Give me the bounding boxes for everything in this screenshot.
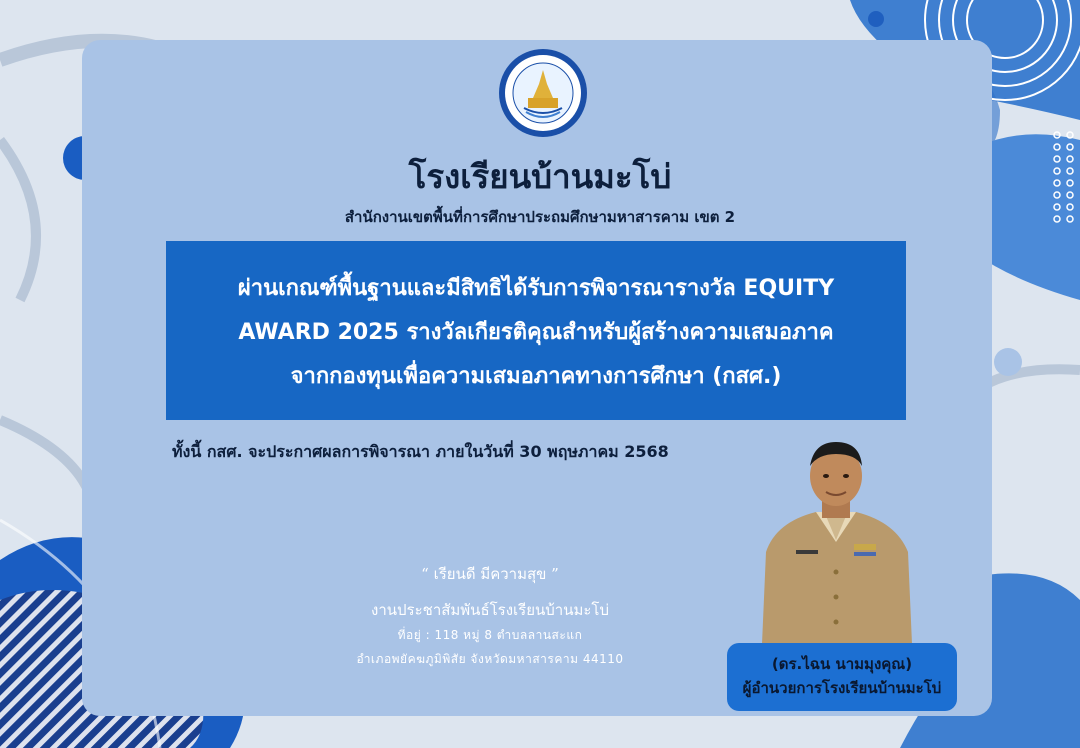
school-name: โรงเรียนบ้านมะโบ่ <box>408 157 672 196</box>
banner-line-1: ผ่านเกณฑ์พื้นฐานและมีสิทธิได้รับการพิจารณารางวัล EQUITY <box>237 276 835 301</box>
director-photo <box>756 432 916 644</box>
award-banner <box>166 241 906 420</box>
director-nameplate <box>727 643 957 711</box>
address-line-1: ที่อยู่ : 118 หมู่ 8 ตำบลลานสะแก <box>397 628 583 642</box>
address-line-2: อำเภอพยัคฆภูมิพิสัย จังหวัดมหาสารคาม 44110 <box>356 652 624 666</box>
director-name: (ดร.ไฉน นามมุงคุณ) <box>771 655 913 673</box>
pr-department: งานประชาสัมพันธ์โรงเรียนบ้านมะโบ่ <box>371 601 609 619</box>
school-logo <box>498 48 588 138</box>
director-position: ผู้อำนวยการโรงเรียนบ้านมะโบ่ <box>742 679 942 697</box>
school-motto: “ เรียนดี มีความสุข ” <box>421 565 559 583</box>
education-office: สำนักงานเขตพื้นที่การศึกษาประถมศึกษามหาสารคาม เขต 2 <box>344 208 736 226</box>
banner-line-2: AWARD 2025 รางวัลเกียรติคุณสำหรับผู้สร้างความเสมอภาค <box>238 320 834 345</box>
announcement-text: ทั้งนี้ กสศ. จะประกาศผลการพิจารณา ภายในวันที่ 30 พฤษภาคม 2568 <box>172 442 669 461</box>
banner-line-3: จากกองทุนเพื่อความเสมอภาคทางการศึกษา (กสศ.) <box>290 364 782 389</box>
